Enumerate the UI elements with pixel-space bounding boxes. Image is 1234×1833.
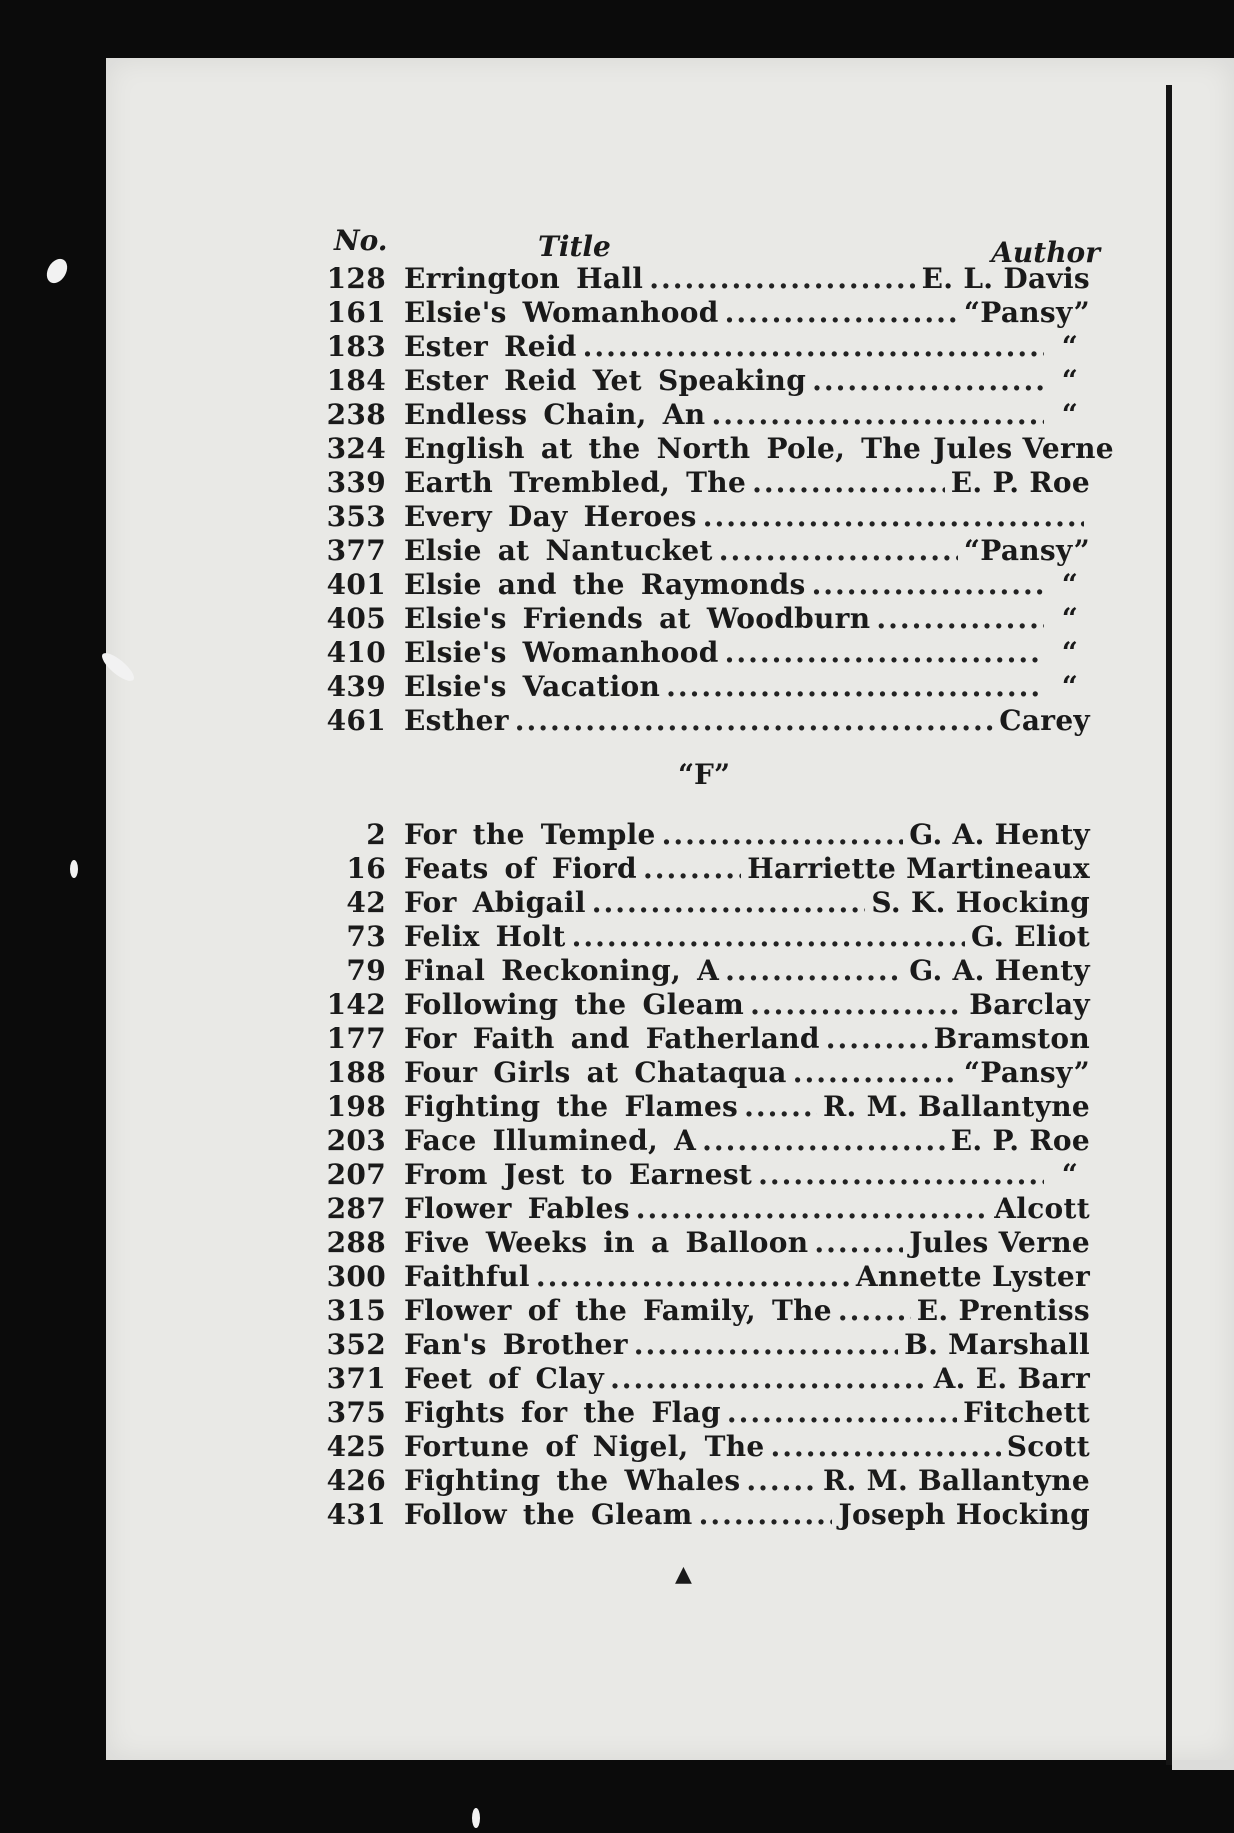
book-number: 183 [326, 330, 386, 363]
dot-leader [643, 852, 741, 885]
dot-leader [702, 1124, 945, 1157]
list-item [318, 704, 1090, 738]
dot-leader [572, 920, 965, 953]
book-title: From Jest to Earnest [404, 1158, 753, 1191]
book-number: 401 [326, 568, 386, 601]
book-number: 375 [326, 1396, 386, 1429]
book-author: Alcott [994, 1192, 1090, 1225]
list-item [318, 1090, 1090, 1124]
list-item [318, 1226, 1090, 1260]
book-number: 142 [326, 988, 386, 1021]
list-item [318, 1328, 1090, 1362]
book-number: 352 [326, 1328, 386, 1361]
book-title: Ester Reid [404, 330, 577, 363]
book-author: Jules Verne [909, 1226, 1090, 1259]
book-title: Four Girls at Chataqua [404, 1056, 787, 1089]
book-number: 73 [346, 920, 386, 953]
book-number: 439 [326, 670, 386, 703]
dot-leader [666, 670, 1044, 703]
list-item [318, 1022, 1090, 1056]
header-author: Author [991, 236, 1100, 269]
dot-leader [725, 636, 1044, 669]
book-title: Follow the Gleam [404, 1498, 693, 1531]
book-author: Bramston [933, 1022, 1090, 1055]
book-number: 198 [326, 1090, 386, 1123]
book-number: 315 [326, 1294, 386, 1327]
book-title: Feats of Fiord [404, 852, 637, 885]
book-title: Elsie's Womanhood [404, 636, 719, 669]
book-number: 287 [326, 1192, 386, 1225]
dot-leader [592, 886, 866, 919]
dot-leader [812, 568, 1044, 601]
header-title: Title [538, 230, 611, 263]
book-title: Fighting the Whales [404, 1464, 741, 1497]
list-item [318, 364, 1090, 398]
dot-leader [636, 1192, 988, 1225]
dot-leader [725, 296, 958, 329]
list-item [318, 296, 1090, 330]
dot-leader [536, 1260, 850, 1293]
book-title: Following the Gleam [404, 988, 745, 1021]
book-author: “Pansy” [963, 296, 1090, 329]
book-author: G. A. Henty [909, 954, 1090, 987]
dust-speck [43, 255, 72, 287]
dot-leader [703, 500, 1084, 533]
list-item [318, 432, 1114, 466]
list-item [318, 1396, 1090, 1430]
book-author: B. Marshall [904, 1328, 1090, 1361]
list-item [318, 500, 1090, 534]
list-item [318, 1158, 1090, 1192]
dot-leader [826, 1022, 928, 1055]
book-number: 79 [346, 954, 386, 987]
book-number: 161 [326, 296, 386, 329]
dot-leader [752, 466, 945, 499]
book-number: 324 [326, 432, 386, 465]
book-title: Five Weeks in a Balloon [404, 1226, 809, 1259]
dot-leader [634, 1328, 898, 1361]
list-item [318, 1192, 1090, 1226]
dot-leader [744, 1090, 817, 1123]
book-author: E. L. Davis [921, 262, 1090, 295]
book-title: Fan's Brother [404, 1328, 628, 1361]
dot-leader [515, 704, 993, 737]
book-author: “ [1061, 330, 1079, 363]
list-item [318, 1124, 1090, 1158]
book-author: Annette Lyster [855, 1260, 1090, 1293]
list-item [318, 852, 1090, 886]
book-title: Felix Holt [404, 920, 566, 953]
list-item [318, 818, 1090, 852]
book-title: Esther [404, 704, 509, 737]
book-author: G. A. Henty [909, 818, 1090, 851]
book-title: For the Temple [404, 818, 656, 851]
book-number: 238 [326, 398, 386, 431]
dot-leader [583, 330, 1044, 363]
book-title: Feet of Clay [404, 1362, 605, 1395]
book-number: 177 [326, 1022, 386, 1055]
book-title: Fights for the Flag [404, 1396, 721, 1429]
dot-leader [719, 534, 958, 567]
book-author: Joseph Hocking [838, 1498, 1090, 1531]
book-author: “ [1061, 670, 1079, 703]
book-author: Carey [999, 704, 1090, 737]
book-author: E. P. Roe [950, 466, 1090, 499]
dot-leader [838, 1294, 911, 1327]
book-author: “ [1061, 1158, 1079, 1191]
book-title: Every Day Heroes [404, 500, 697, 533]
dust-speck [70, 860, 78, 878]
list-item [318, 1362, 1090, 1396]
book-title: Elsie at Nantucket [404, 534, 713, 567]
book-title: Endless Chain, An [404, 398, 706, 431]
list-item [318, 988, 1090, 1022]
book-author: A. E. Barr [933, 1362, 1090, 1395]
dot-leader [649, 262, 915, 295]
dot-leader [699, 1498, 833, 1531]
book-author: “Pansy” [963, 534, 1090, 567]
book-title: For Faith and Fatherland [404, 1022, 820, 1055]
book-title: Elsie's Vacation [404, 670, 661, 703]
book-author: Scott [1006, 1430, 1090, 1463]
book-author: E. P. Roe [950, 1124, 1090, 1157]
book-number: 42 [346, 886, 386, 919]
book-title: Elsie and the Raymonds [404, 568, 806, 601]
book-author: “ [1061, 364, 1079, 397]
book-title: Faithful [404, 1260, 530, 1293]
book-number: 461 [326, 704, 386, 737]
dot-leader [876, 602, 1044, 635]
list-item [318, 636, 1090, 670]
book-title: Final Reckoning, A [404, 954, 720, 987]
list-item [318, 886, 1090, 920]
book-author: Jules Verne [933, 432, 1114, 465]
book-author: “Pansy” [963, 1056, 1090, 1089]
dot-leader [727, 1396, 957, 1429]
book-author: Barclay [969, 988, 1090, 1021]
dot-leader [814, 1226, 903, 1259]
list-item [318, 466, 1090, 500]
book-author: “ [1061, 568, 1079, 601]
dot-leader [750, 988, 963, 1021]
page-fold-edge [1166, 85, 1172, 1765]
dot-leader [711, 398, 1044, 431]
column-header-row [318, 222, 1100, 269]
list-item [318, 568, 1090, 602]
book-number: 377 [326, 534, 386, 567]
list-item [318, 1056, 1090, 1090]
book-number: 371 [326, 1362, 386, 1395]
book-title: For Abigail [404, 886, 586, 919]
book-number: 288 [326, 1226, 386, 1259]
header-number: No. [334, 224, 388, 257]
book-number: 128 [326, 262, 386, 295]
book-title: Errington Hall [404, 262, 644, 295]
book-number: 425 [326, 1430, 386, 1463]
book-author: E. Prentiss [916, 1294, 1090, 1327]
dust-speck [472, 1808, 480, 1828]
book-author: “ [1061, 398, 1079, 431]
dot-leader [725, 954, 903, 987]
book-number: 16 [346, 852, 386, 885]
book-number: 188 [326, 1056, 386, 1089]
book-author: Fitchett [963, 1396, 1090, 1429]
list-item [318, 262, 1090, 296]
section-e-list [318, 262, 1114, 738]
book-title: Elsie's Friends at Woodburn [404, 602, 871, 635]
book-author: G. Eliot [970, 920, 1090, 953]
list-item [318, 954, 1090, 988]
page-mark-icon: ▲ [675, 1562, 692, 1587]
book-number: 2 [366, 818, 386, 851]
book-number: 353 [326, 500, 386, 533]
dot-leader [662, 818, 904, 851]
list-item [318, 398, 1090, 432]
book-title: Fortune of Nigel, The [404, 1430, 765, 1463]
book-title: Face Illumined, A [404, 1124, 697, 1157]
list-item [318, 330, 1090, 364]
book-number: 431 [326, 1498, 386, 1531]
list-item [318, 1294, 1090, 1328]
dot-leader [812, 364, 1044, 397]
book-author: R. M. Ballantyne [822, 1090, 1090, 1123]
list-item [318, 1430, 1090, 1464]
list-item [318, 602, 1090, 636]
book-title: Elsie's Womanhood [404, 296, 719, 329]
dot-leader [758, 1158, 1044, 1191]
book-title: Fighting the Flames [404, 1090, 739, 1123]
book-title: Ester Reid Yet Speaking [404, 364, 807, 397]
book-author: “ [1061, 602, 1079, 635]
book-author: “ [1061, 636, 1079, 669]
book-title: English at the North Pole, The [404, 432, 922, 465]
list-item [318, 1498, 1090, 1532]
book-number: 426 [326, 1464, 386, 1497]
book-author: R. M. Ballantyne [822, 1464, 1090, 1497]
book-title: Earth Trembled, The [404, 466, 747, 499]
list-item [318, 534, 1090, 568]
book-number: 184 [326, 364, 386, 397]
list-item [318, 920, 1090, 954]
dot-leader [610, 1362, 928, 1395]
book-number: 410 [326, 636, 386, 669]
book-number: 339 [326, 466, 386, 499]
dot-leader [793, 1056, 958, 1089]
book-title: Flower of the Family, The [404, 1294, 832, 1327]
book-title: Flower Fables [404, 1192, 630, 1225]
book-listing [318, 222, 1114, 1532]
section-heading-f: “F” [677, 758, 731, 791]
book-number: 405 [326, 602, 386, 635]
dot-leader [771, 1430, 1001, 1463]
section-f-list [318, 818, 1090, 1532]
list-item [318, 1464, 1090, 1498]
book-author: Harriette Martineaux [747, 852, 1090, 885]
book-number: 203 [326, 1124, 386, 1157]
list-item [318, 670, 1090, 704]
book-number: 207 [326, 1158, 386, 1191]
book-number: 300 [326, 1260, 386, 1293]
list-item [318, 1260, 1090, 1294]
book-author: S. K. Hocking [871, 886, 1090, 919]
dot-leader [746, 1464, 817, 1497]
